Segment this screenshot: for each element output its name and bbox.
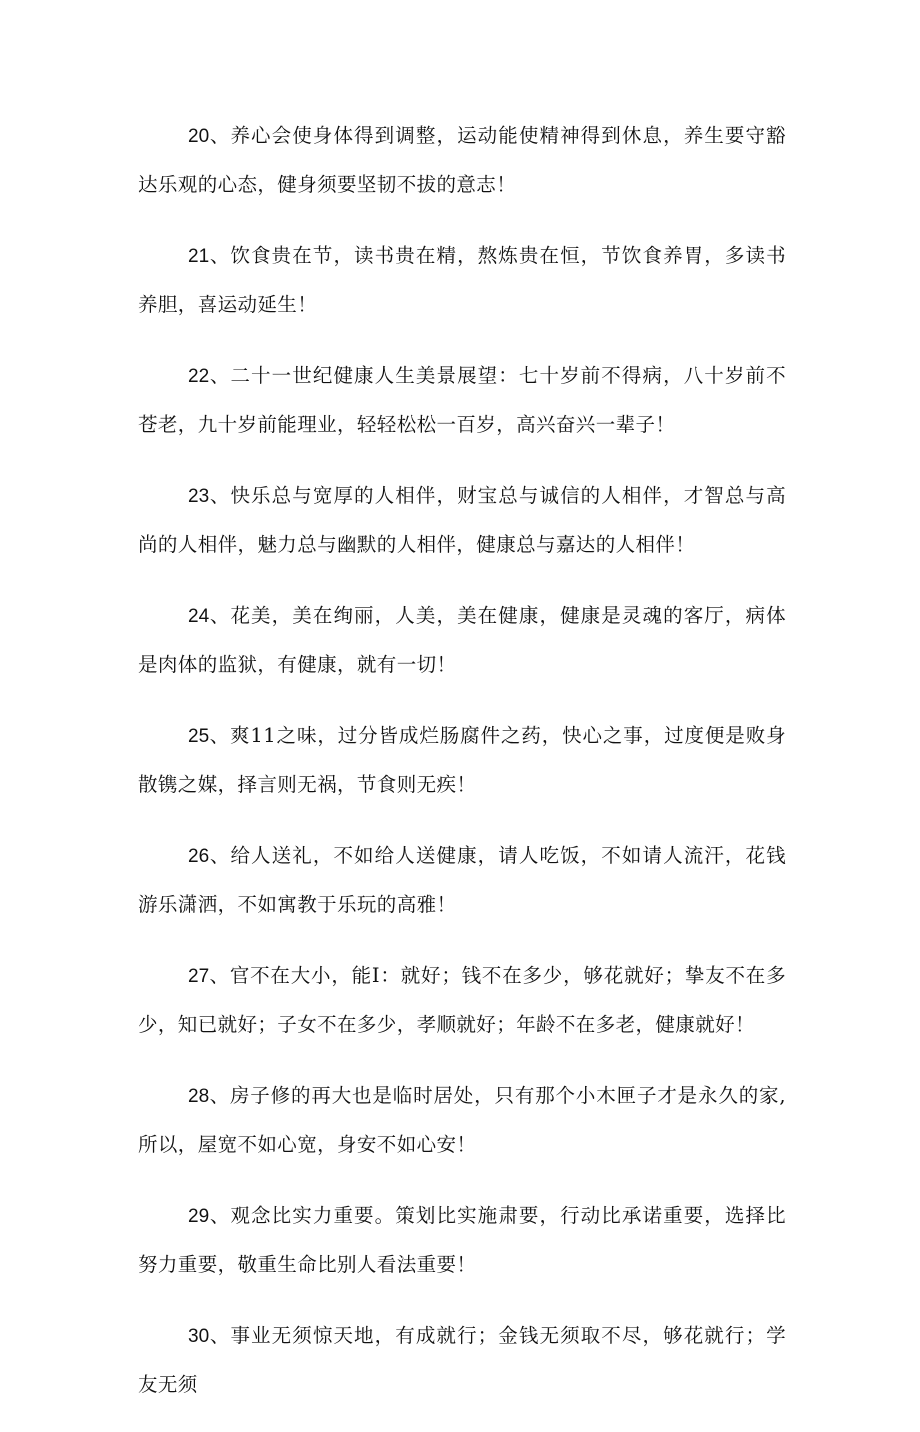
list-item-25 <box>138 712 786 809</box>
list-item-29 <box>138 1192 786 1289</box>
item-text: 、官不在大小，能I：就好；钱不在多少，够花就好；挚友不在多少，知已就好；子女不在多少，孝顺就好；年龄不在多老，健康就好！ <box>138 964 786 1036</box>
item-number: 23 <box>188 486 210 507</box>
document-page <box>138 112 786 1432</box>
item-text: 、花美，美在绚丽，人美，美在健康，健康是灵魂的客厅，病体是肉体的监狱，有健康，就有一切！ <box>138 604 786 676</box>
item-number: 30 <box>188 1326 210 1347</box>
list-item-26 <box>138 832 786 929</box>
item-text: 、房子修的再大也是临时居处，只有那个小木匣子才是永久的家,所以，屋宽不如心宽，身安不如心安！ <box>138 1084 786 1156</box>
list-item-24 <box>138 592 786 689</box>
item-text: 、二十一世纪健康人生美景展望：七十岁前不得病，八十岁前不苍老，九十岁前能理业，轻轻松松一百岁，高兴奋兴一辈子！ <box>138 364 786 436</box>
list-item-30 <box>138 1312 786 1409</box>
item-number: 27 <box>188 966 210 987</box>
item-number: 24 <box>188 606 210 627</box>
list-item-23 <box>138 472 786 569</box>
item-text: 、快乐总与宽厚的人相伴，财宝总与诚信的人相伴，才智总与高尚的人相伴，魅力总与幽默的人相伴，健康总与嘉达的人相伴！ <box>138 484 786 556</box>
item-number: 22 <box>188 366 210 387</box>
item-number: 28 <box>188 1086 210 1107</box>
item-number: 21 <box>188 246 210 267</box>
item-number: 25 <box>188 726 210 747</box>
item-number: 26 <box>188 846 210 867</box>
list-item-28 <box>138 1072 786 1169</box>
item-text: 、给人送礼，不如给人送健康，请人吃饭，不如请人流汗，花钱游乐潇洒，不如寓教于乐玩的高雅！ <box>138 844 786 916</box>
item-number: 20 <box>188 126 210 147</box>
item-text: 、事业无须惊天地，有成就行；金钱无须取不尽，够花就行；学友无须 <box>138 1324 786 1396</box>
item-text: 、观念比实力重要。策划比实施肃要，行动比承诺重要，选择比努力重要，敬重生命比别人看法重要！ <box>138 1204 786 1276</box>
list-item-22 <box>138 352 786 449</box>
list-item-27 <box>138 952 786 1049</box>
item-text: 、爽11之味，过分皆成烂肠腐件之药，快心之事，过度便是败身散镌之媒，择言则无祸，节食则无疾！ <box>138 724 786 796</box>
item-number: 29 <box>188 1206 210 1227</box>
item-text: 、饮食贵在节，读书贵在精，熬炼贵在恒，节饮食养胃，多读书养胆，喜运动延生！ <box>138 244 786 316</box>
list-item-20 <box>138 112 786 209</box>
list-item-21 <box>138 232 786 329</box>
item-text: 、养心会使身体得到调整，运动能使精神得到休息，养生要守豁达乐观的心态，健身须要坚韧不拔的意志！ <box>138 124 786 196</box>
